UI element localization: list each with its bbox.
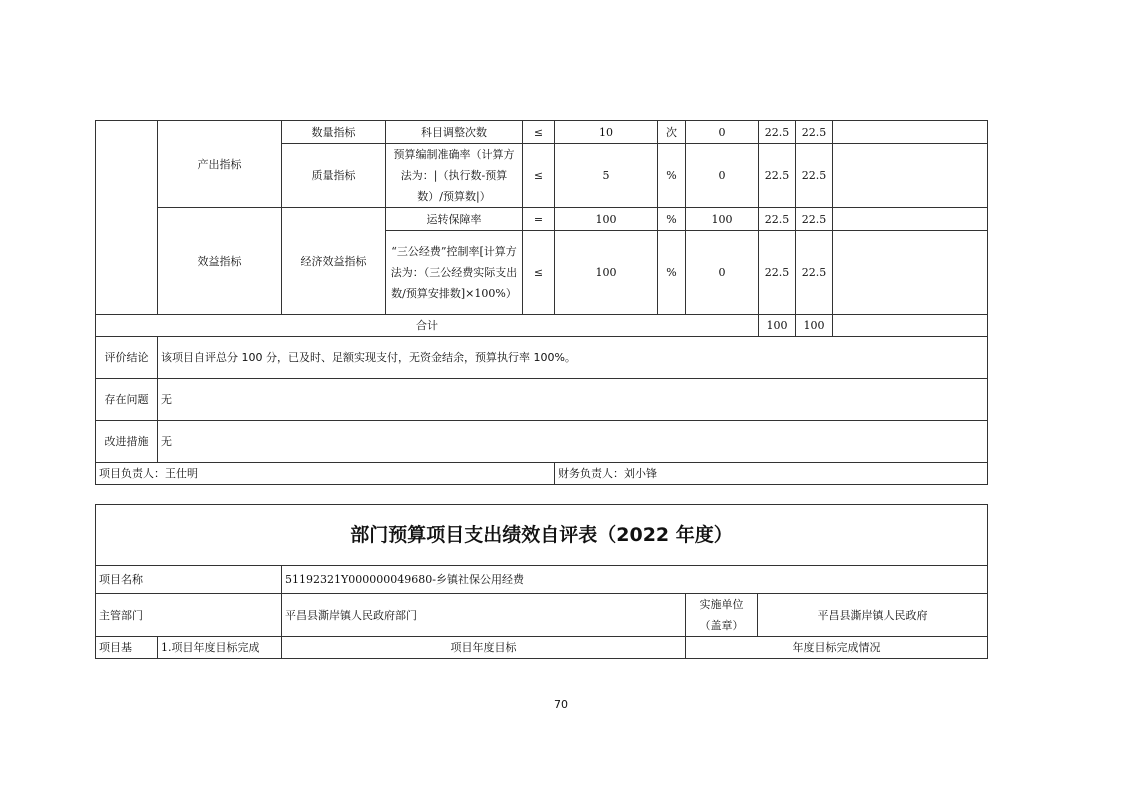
blank-category-cell <box>96 121 158 315</box>
improve-label: 改进措施 <box>96 421 158 463</box>
improve-text: 无 <box>158 421 988 463</box>
impl-label: 实施单位（盖章） <box>686 594 758 637</box>
operator: ≤ <box>523 121 555 144</box>
remark-cell <box>833 231 988 315</box>
remark-cell <box>833 315 988 337</box>
annual-goal-label: 项目年度目标 <box>282 637 686 659</box>
target-value: 5 <box>555 144 658 208</box>
total-weight: 100 <box>759 315 796 337</box>
operator: ≤ <box>523 144 555 208</box>
finance-lead: 财务负责人：刘小锋 <box>555 463 988 485</box>
actual-value: 100 <box>686 208 759 231</box>
total-score: 100 <box>796 315 833 337</box>
indicator-name: 预算编制准确率（计算方法为：|（执行数-预算数）/预算数|） <box>386 144 523 208</box>
operator: ≤ <box>523 231 555 315</box>
project-name-value: 51192321Y000000049680-乡镇社保公用经费 <box>282 566 988 594</box>
remark-cell <box>833 144 988 208</box>
project-name-label: 项目名称 <box>96 566 282 594</box>
weight: 22.5 <box>759 144 796 208</box>
form-title: 部门预算项目支出绩效自评表（2022 年度） <box>96 505 988 566</box>
total-label: 合计 <box>96 315 759 337</box>
weight: 22.5 <box>759 208 796 231</box>
unit: 次 <box>658 121 686 144</box>
dept-value: 平昌县澌岸镇人民政府部门 <box>282 594 686 637</box>
actual-value: 0 <box>686 231 759 315</box>
remark-cell <box>833 121 988 144</box>
unit: % <box>658 231 686 315</box>
actual-value: 0 <box>686 144 759 208</box>
conclusion-label: 评价结论 <box>96 337 158 379</box>
goal-label: 1.项目年度目标完成 <box>158 637 282 659</box>
target-value: 100 <box>555 208 658 231</box>
unit: % <box>658 144 686 208</box>
target-value: 10 <box>555 121 658 144</box>
conclusion-text: 该项目自评总分 100 分，已及时、足额实现支付，无资金结余，预算执行率 100%。 <box>158 337 988 379</box>
benefit-indicator-label: 效益指标 <box>158 208 282 315</box>
problems-label: 存在问题 <box>96 379 158 421</box>
remark-cell <box>833 208 988 231</box>
score: 22.5 <box>796 121 833 144</box>
weight: 22.5 <box>759 231 796 315</box>
indicator-name: 科目调整次数 <box>386 121 523 144</box>
impl-value: 平昌县澌岸镇人民政府 <box>758 594 988 637</box>
target-value: 100 <box>555 231 658 315</box>
sub-indicator: 经济效益指标 <box>282 208 386 315</box>
problems-text: 无 <box>158 379 988 421</box>
performance-indicator-table <box>95 120 988 485</box>
output-indicator-label: 产出指标 <box>158 121 282 208</box>
sub-indicator: 质量指标 <box>282 144 386 208</box>
project-lead: 项目负责人：王仕明 <box>96 463 555 485</box>
score: 22.5 <box>796 144 833 208</box>
dept-label: 主管部门 <box>96 594 282 637</box>
sub-indicator: 数量指标 <box>282 121 386 144</box>
actual-value: 0 <box>686 121 759 144</box>
completion-label: 年度目标完成情况 <box>686 637 988 659</box>
weight: 22.5 <box>759 121 796 144</box>
indicator-name: “三公经费”控制率[计算方法为：（三公经费实际支出数/预算安排数]×100%） <box>386 231 523 315</box>
basic-label: 项目基 <box>96 637 158 659</box>
page-number: 70 <box>554 698 568 711</box>
indicator-name: 运转保障率 <box>386 208 523 231</box>
operator: = <box>523 208 555 231</box>
self-evaluation-form <box>95 504 988 659</box>
score: 22.5 <box>796 208 833 231</box>
score: 22.5 <box>796 231 833 315</box>
unit: % <box>658 208 686 231</box>
